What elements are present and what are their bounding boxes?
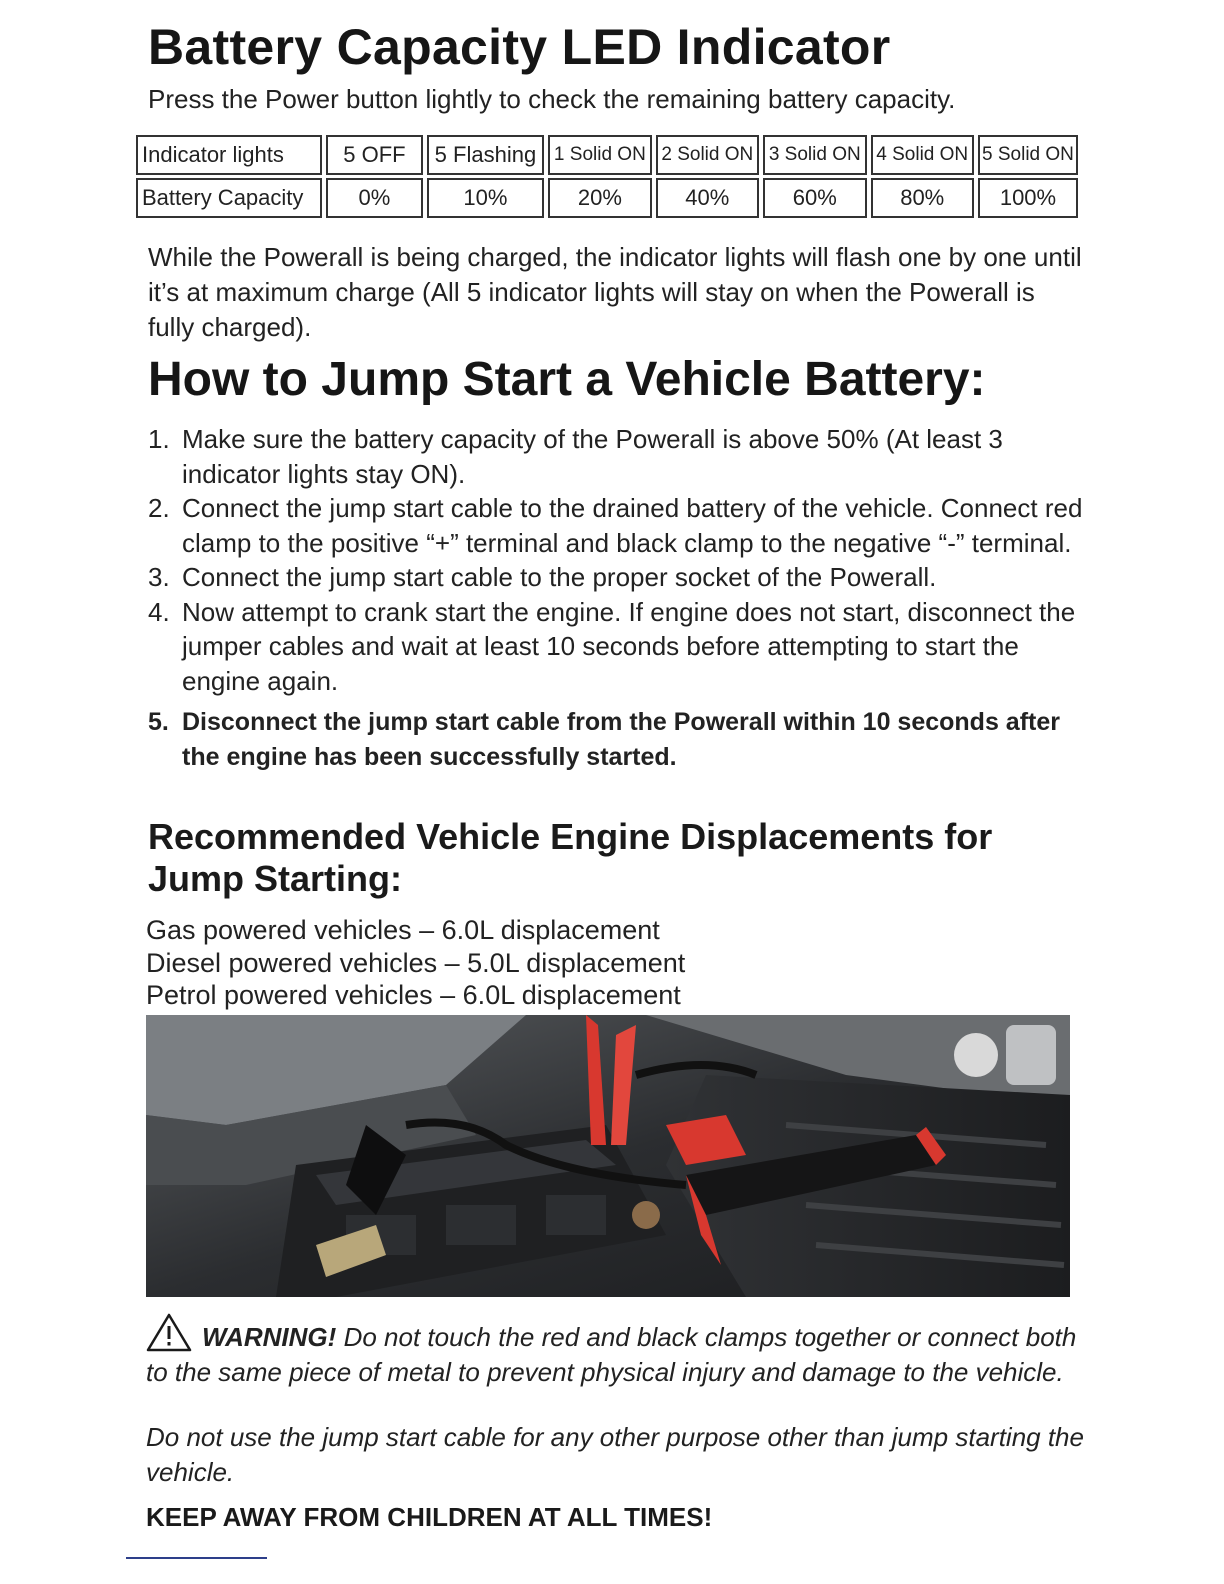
- list-item: Gas powered vehicles – 6.0L displacement: [146, 915, 660, 945]
- table-cell: 4 Solid ON: [871, 135, 974, 175]
- table-row-header: Indicator lights: [136, 135, 322, 175]
- list-item: [148, 422, 1088, 491]
- list-item: Diesel powered vehicles – 5.0L displacement: [146, 947, 686, 978]
- capacity-row: [136, 178, 1078, 218]
- step-text: Make sure the battery capacity of the Powerall is above 50% (At least 3 indicator lights stay ON).: [182, 424, 1003, 489]
- table-cell: 60%: [763, 178, 866, 218]
- charging-note: While the Powerall is being charged, the indicator lights will flash one by one until it’s at maximum charge (All 5 indicator lights will stay on when the Powerall is fully charged).: [148, 242, 1082, 342]
- displacement-list: [146, 914, 685, 1012]
- indicator-row: [136, 135, 1078, 175]
- table-cell: 10%: [427, 178, 544, 218]
- list-item: [148, 560, 1088, 595]
- table-cell: 3 Solid ON: [763, 135, 866, 175]
- page-title: Battery Capacity LED Indicator: [148, 19, 891, 75]
- step-number: 4.: [148, 596, 170, 627]
- warning-text-2: Do not use the jump start cable for any other purpose other than jump starting the vehicle.: [146, 1422, 1084, 1487]
- table-cell: 20%: [548, 178, 651, 218]
- recommended-heading: Recommended Vehicle Engine Displacements for Jump Starting:: [148, 816, 993, 899]
- warning-text: [146, 1312, 1086, 1389]
- step-text: Now attempt to crank start the engine. If engine does not start, disconnect the jumper cables and wait at least 10 seconds before attempting to start the engine again.: [182, 596, 1076, 696]
- table-cell: 100%: [978, 178, 1078, 218]
- table-cell: 5 OFF: [326, 135, 423, 175]
- table-cell: 80%: [871, 178, 974, 218]
- list-item: [148, 595, 1088, 699]
- table-cell: 40%: [656, 178, 759, 218]
- footer-rule: [126, 1557, 267, 1559]
- warning-label: WARNING!: [202, 1322, 337, 1352]
- engine-bay-illustration: [146, 1015, 1070, 1297]
- step-text: Connect the jump start cable to the drained battery of the vehicle. Connect red clamp to the positive “+” terminal and black clamp to the negative “-” terminal.: [182, 493, 1083, 558]
- step-text: Connect the jump start cable to the proper socket of the Powerall.: [182, 562, 937, 592]
- table-cell: 2 Solid ON: [656, 135, 759, 175]
- step-number: 5.: [148, 708, 169, 736]
- jump-start-steps: [148, 422, 1088, 774]
- jump-start-heading: How to Jump Start a Vehicle Battery:: [148, 353, 986, 406]
- step-number: 2.: [148, 493, 170, 523]
- keep-away-notice: KEEP AWAY FROM CHILDREN AT ALL TIMES!: [146, 1502, 713, 1532]
- list-item: Petrol powered vehicles – 6.0L displacement: [146, 980, 681, 1010]
- step-number: 3.: [148, 562, 170, 592]
- table-cell: 5 Solid ON: [978, 135, 1078, 175]
- led-indicator-table: [132, 132, 1082, 221]
- table-row-header: Battery Capacity: [136, 178, 322, 218]
- step-text: Disconnect the jump start cable from the Powerall within 10 seconds after the engine has been successfully started.: [182, 708, 1060, 771]
- warning-body: Do not touch the red and black clamps together or connect both to the same piece of metal to prevent physical injury and damage to the vehicle.: [146, 1322, 1077, 1387]
- table-cell: 0%: [326, 178, 423, 218]
- intro-text: Press the Power button lightly to check the remaining battery capacity.: [148, 84, 956, 114]
- table-cell: 1 Solid ON: [548, 135, 651, 175]
- list-item: [148, 491, 1088, 560]
- step-number: 1.: [148, 424, 170, 454]
- list-item: [148, 705, 1088, 774]
- engine-bay-photo: [146, 1015, 1070, 1297]
- table-cell: 5 Flashing: [427, 135, 544, 175]
- warning-triangle-icon: [146, 1312, 192, 1352]
